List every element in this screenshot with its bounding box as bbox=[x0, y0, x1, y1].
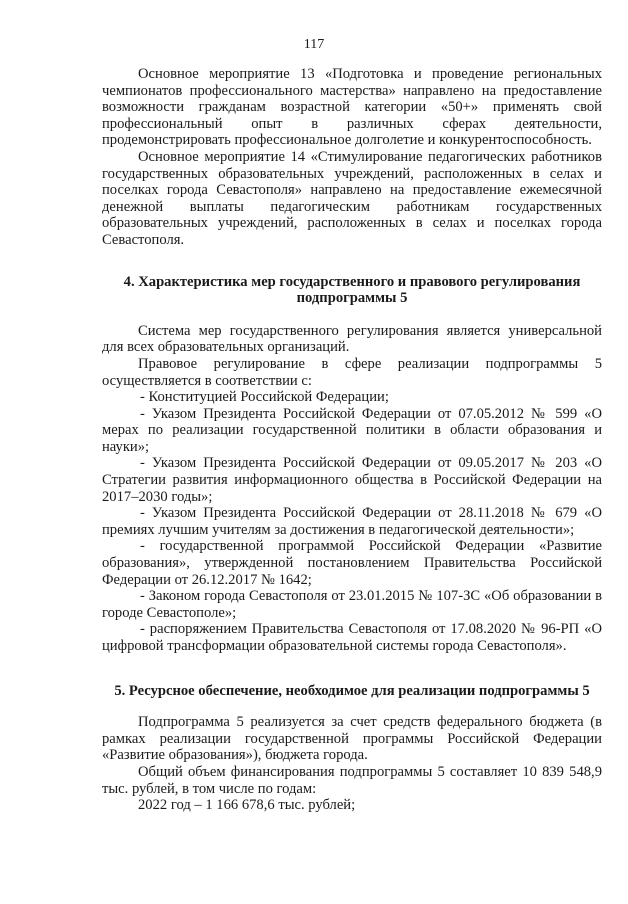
paragraph-legal-regulation: Правовое регулирование в сфере реализации подпрограммы 5 осуществляется в соответствии с: bbox=[102, 355, 602, 389]
document-body bbox=[102, 66, 602, 814]
list-item-constitution: - Конституцией Российской Федерации; bbox=[140, 389, 389, 406]
section-4-heading-line-2: подпрограммы 5 bbox=[296, 290, 408, 307]
section-4-heading bbox=[102, 274, 602, 307]
page-number: 117 bbox=[303, 37, 325, 52]
list-item-decree-599: - Указом Президента Российской Федерации от 07.05.2012 № 599 «О мерах по реализации государственной политики в области образования и науки»; bbox=[102, 405, 602, 455]
list-item-law-107: - Законом города Севастополя от 23.01.2015 № 107-ЗС «Об образовании в городе Севастополе»; bbox=[102, 588, 602, 621]
paragraph-regulation-system: Система мер государственного регулирования является универсальной для всех образовательных организаций. bbox=[102, 322, 602, 356]
section-5-heading: 5. Ресурсное обеспечение, необходимое для реализации подпрограммы 5 bbox=[114, 682, 590, 699]
section-4-heading-line-1: 4. Характеристика мер государственного и правового регулирования bbox=[123, 273, 581, 290]
list-item-decree-679: - Указом Президента Российской Федерации от 28.11.2018 № 679 «О премиях лучшим учителям за достижения в педагогической деятельности»; bbox=[102, 505, 602, 538]
paragraph-funding-2022: 2022 год – 1 166 678,6 тыс. рублей; bbox=[138, 797, 356, 814]
paragraph-event-13: Основное мероприятие 13 «Подготовка и проведение региональных чемпионатов профессионального мастерства» направлено на предоставление возможности гражданам возрастной категории «50+» применять свой профессиональный опыт в различных сферах деятельности, продемонстрировать профессиональное долголетие и конкурентоспособность. bbox=[102, 66, 602, 149]
list-item-decree-203: - Указом Президента Российской Федерации от 09.05.2017 № 203 «О Стратегии развития информационного общества в Российской Федерации на 2017–2030 годы»; bbox=[102, 455, 602, 505]
paragraph-event-14: Основное мероприятие 14 «Стимулирование педагогических работников государственных образовательных учреждений, расположенных в селах и поселках города Севастополя» направлено на предоставление ежемесячной денежной выплаты педагогическим работникам государственных образовательных учреждений, расположенных в селах и поселках города Севастополя. bbox=[102, 148, 602, 248]
list-item-order-96: - распоряжением Правительства Севастополя от 17.08.2020 № 96-РП «О цифровой трансформации образовательной системы города Севастополя». bbox=[102, 621, 602, 654]
paragraph-funding-sources: Подпрограмма 5 реализуется за счет средств федерального бюджета (в рамках реализации государственной программы Российской Федерации «Развитие образования»), бюджета города. bbox=[102, 714, 602, 764]
paragraph-total-funding: Общий объем финансирования подпрограммы 5 составляет 10 839 548,9 тыс. рублей, в том числе по годам: bbox=[102, 763, 602, 797]
list-item-state-program: - государственной программой Российской Федерации «Развитие образования», утвержденной постановлением Правительства Российской Федерации от 26.12.2017 № 1642; bbox=[102, 538, 602, 588]
